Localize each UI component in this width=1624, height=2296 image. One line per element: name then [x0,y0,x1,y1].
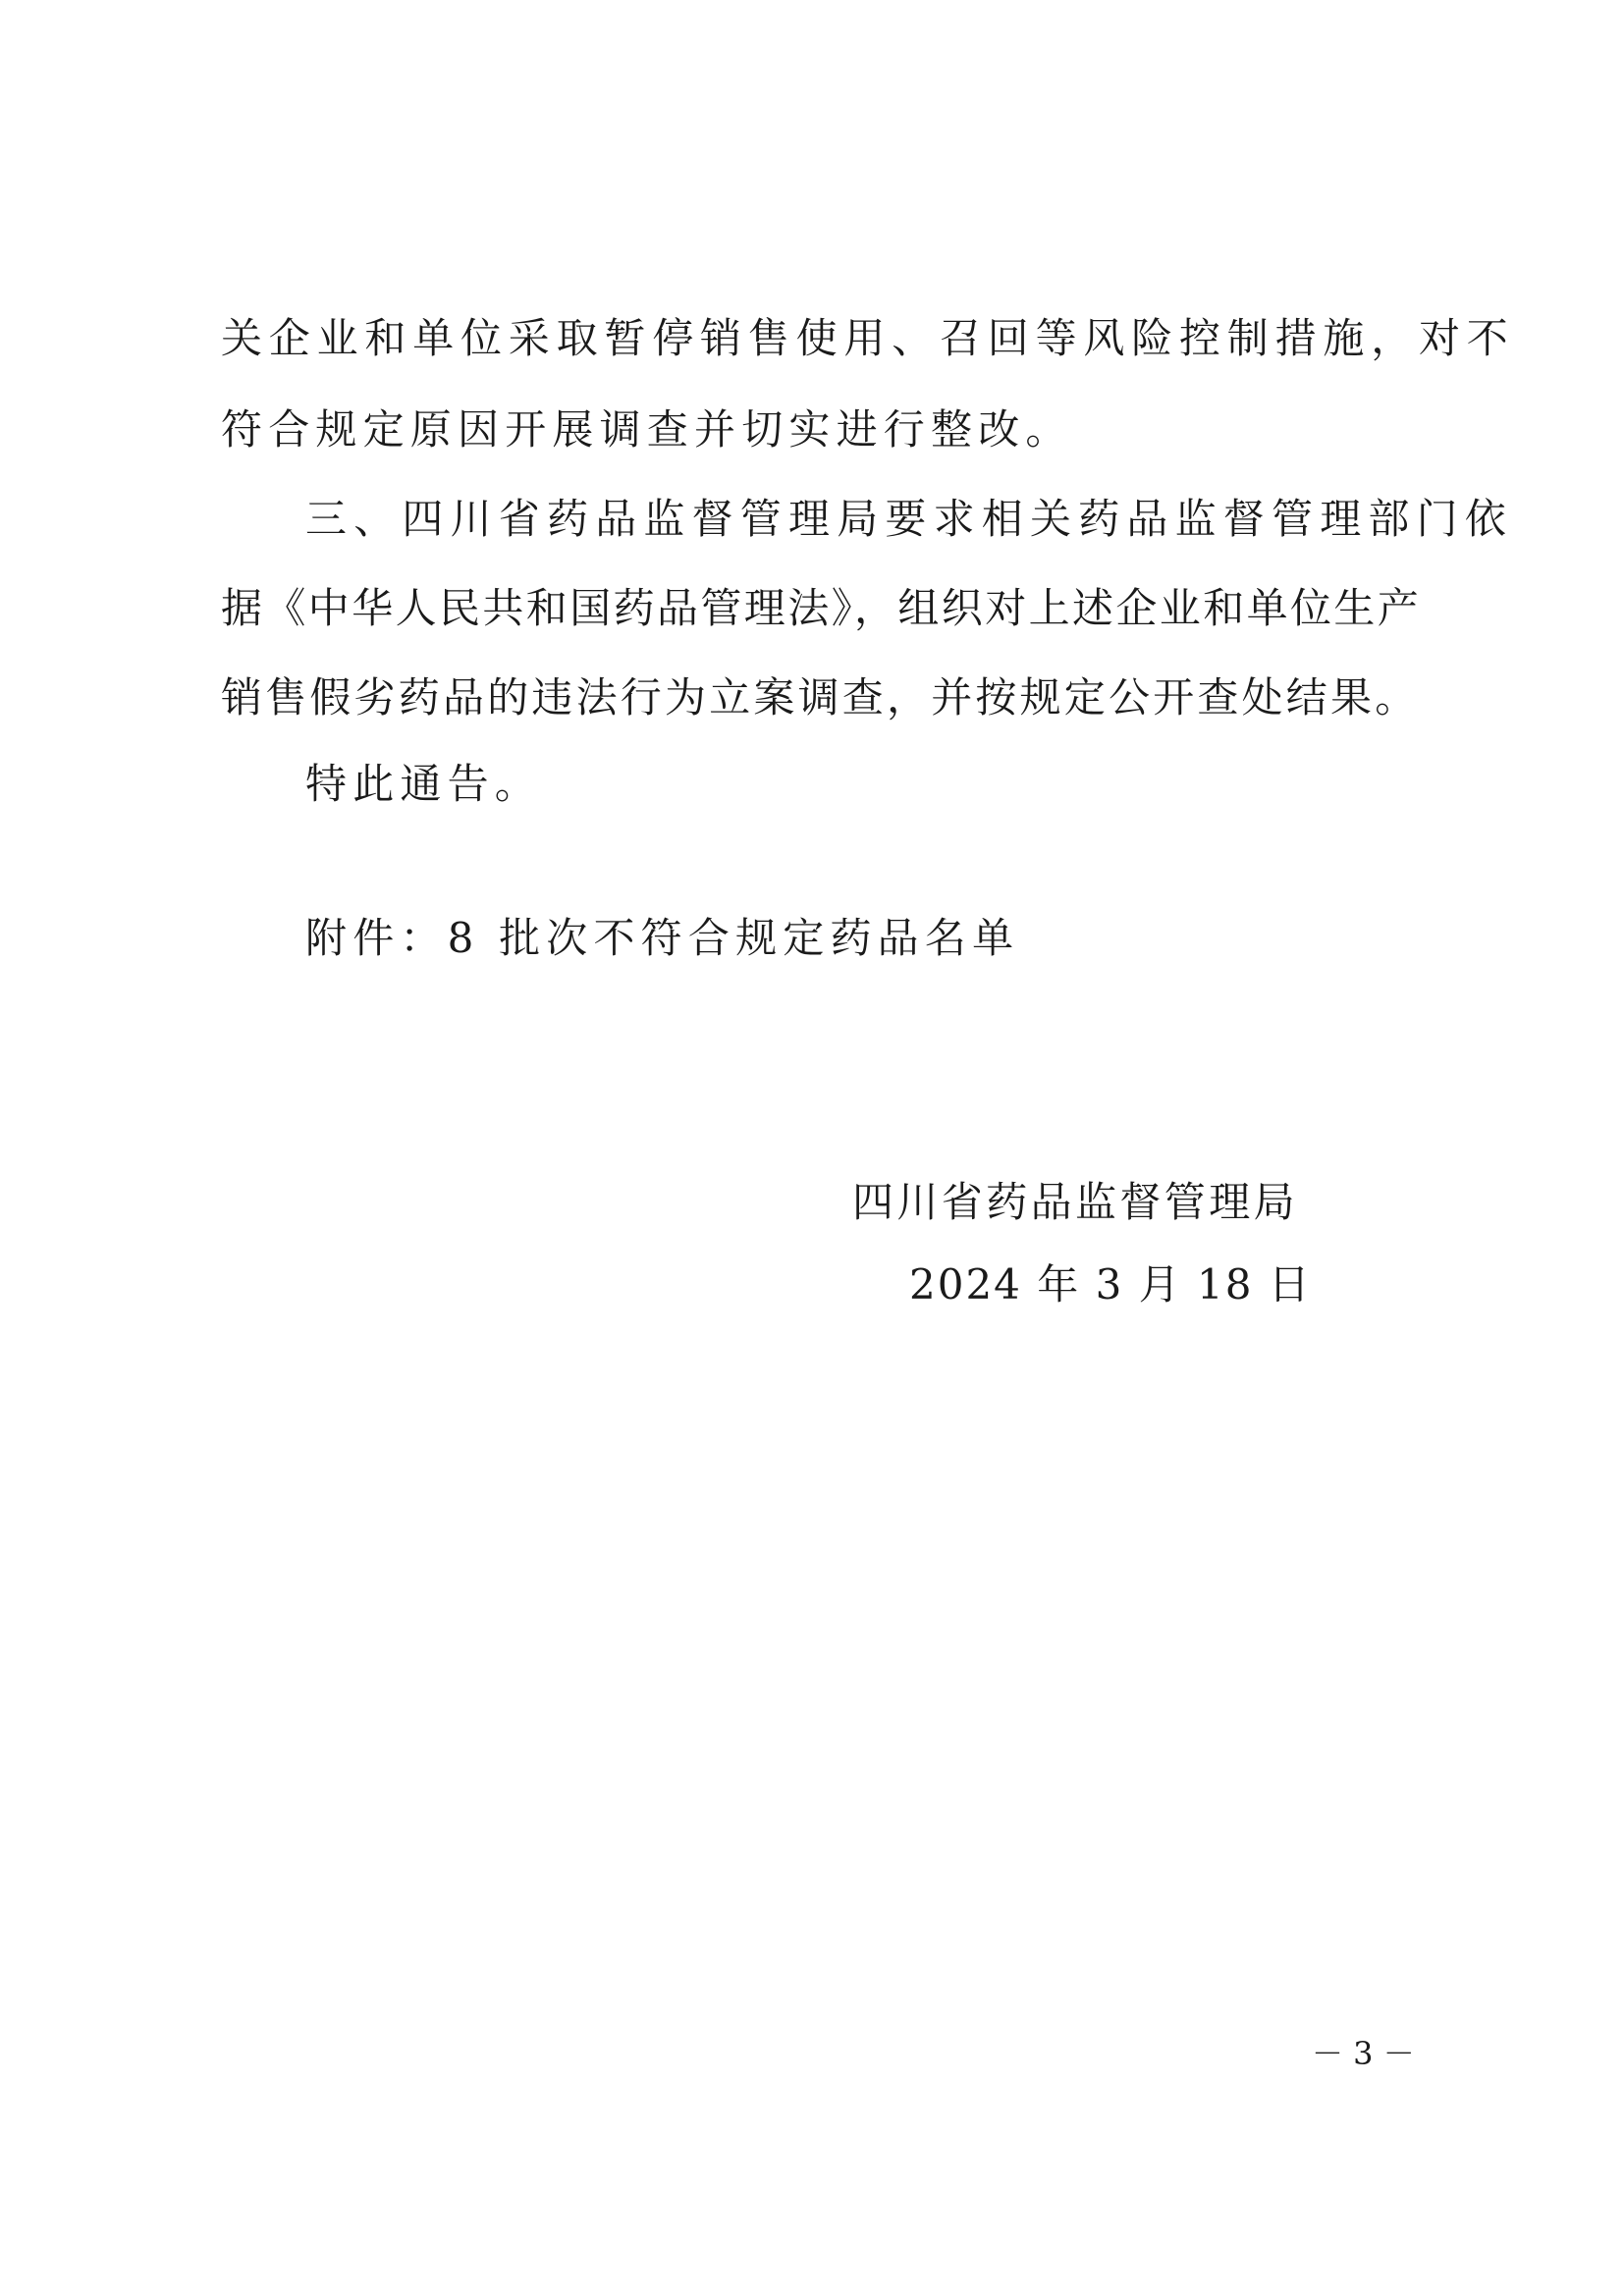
issuer-signature: 四川省药品监督管理局 [852,1178,1299,1226]
closing-statement: 特此通告。 [305,760,543,808]
issue-date: 2024 年 3 月 18 日 [909,1260,1312,1308]
body-text-line: 符合规定原因开展调查并切实进行整改。 [221,405,1073,454]
page-number: － 3 － [1312,2035,1415,2072]
attachment-note: 附件：8 批次不符合规定药品名单 [305,914,1020,962]
body-text-line: 据《中华人民共和国药品管理法》，组织对上述企业和单位生产 [221,584,1422,632]
body-text-line: 三、四川省药品监督管理局要求相关药品监督管理部门依 [305,495,1514,543]
body-text-line: 关企业和单位采取暂停销售使用、召回等风险控制措施，对不 [221,314,1515,362]
body-text-line: 销售假劣药品的违法行为立案调查，并按规定公开查处结果。 [221,673,1420,721]
